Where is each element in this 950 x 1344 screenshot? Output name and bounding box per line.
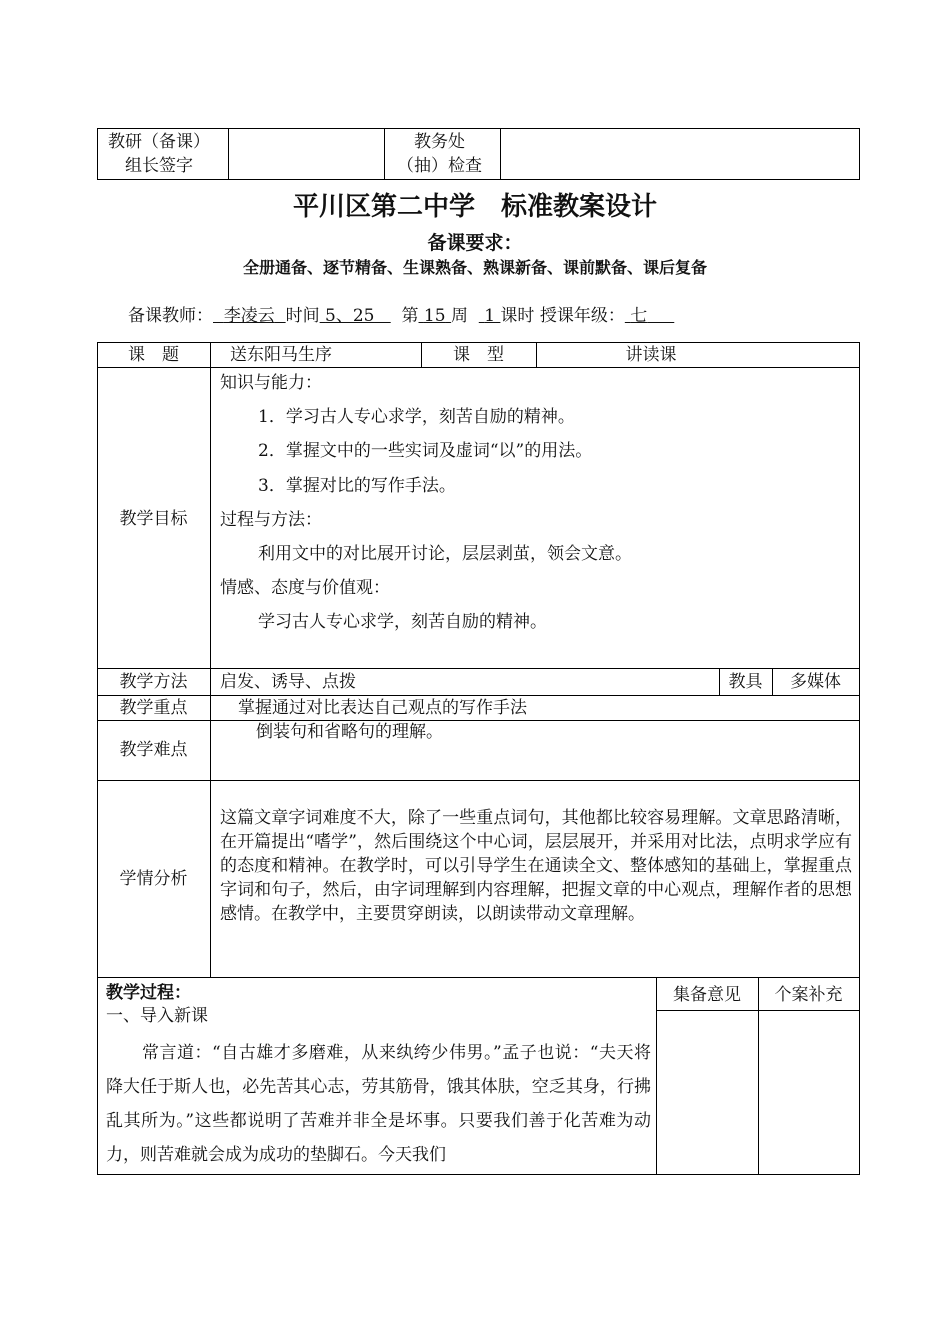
focus-value: 掌握通过对比表达自己观点的写作手法 [238, 698, 527, 718]
time-value: 5、25 [325, 306, 375, 326]
tool-value: 多媒体 [790, 672, 841, 692]
teacher-label: 备课教师： [128, 306, 213, 326]
teacher-info-line [128, 305, 674, 327]
review-leader-label: 教研（备课） [108, 132, 210, 152]
period-label: 课时 [500, 306, 535, 326]
period-value: 1 [484, 306, 496, 326]
week-suffix: 周 [450, 306, 468, 326]
requirement-text: 全册通备、逐节精备、生课熟备、熟课新备、课前默备、课后复备 [242, 258, 707, 277]
tool-label: 教具 [728, 672, 763, 692]
individual-supplement-header: 个案补充 [774, 985, 843, 1005]
grade-label: 授课年级： [539, 306, 625, 326]
teacher-name: 李凌云 [223, 306, 275, 326]
difficulty-value: 倒装句和省略句的理解。 [256, 722, 443, 742]
goals-emotion-text: 学习古人专心求学，刻苦自励的精神。 [258, 612, 547, 632]
analysis-text: 这篇文章字词难度不大，除了一些重点词句，其他都比较容易理解。文章思路清晰，在开篇提出“嗜学”，然后围绕这个中心词，层层展开，并采用对比法，点明求学应有的态度和精神。在教学时，可以引导学生在通读全文、整体感知的基础上，掌握重点字词和句子，然后，由字词理解到内容理解，把握文章的中心观点，理解作者的思想感情。在教学中，主要贯穿朗读，以朗读带动文章理解。 [220, 808, 852, 924]
lesson-type-value: 讲读课 [625, 345, 677, 365]
focus-label: 教学重点 [119, 698, 188, 718]
requirement-title: 备课要求： [427, 232, 523, 254]
goals-heading-emotion: 情感、态度与价值观： [220, 578, 390, 598]
difficulty-label: 教学难点 [119, 740, 188, 760]
time-label: 时间 [285, 306, 320, 326]
goals-label: 教学目标 [119, 509, 188, 529]
grade-value: 七 [630, 306, 648, 326]
section-intro-heading: 一、导入新课 [106, 1006, 208, 1026]
topic-value: 送东阳马生序 [230, 345, 332, 365]
page-title: 平川区第二中学 标准教案设计 [292, 192, 657, 222]
analysis-label: 学情分析 [119, 869, 188, 889]
goal-item: 2．掌握文中的一些实词及虚词“以”的用法。 [258, 441, 593, 461]
intro-text: 常言道：“自古雄才多磨难，从来纨绔少伟男。”孟子也说：“夫天将降大任于斯人也，必先苦其心志，劳其筋骨，饿其体肤，空乏其身，行拂乱其所为。”这些都说明了苦难并非全是坏事。只要我们善于化苦难为动力，则苦难就会成为成功的垫脚石。今天我们 [106, 1043, 651, 1165]
review-leader-label: 组长签字 [125, 156, 193, 176]
method-label: 教学方法 [119, 672, 188, 692]
lesson-type-label: 课 型 [453, 345, 504, 365]
goals-process-text: 利用文中的对比展开讨论，层层剥茧，领会文意。 [258, 544, 632, 564]
academic-office-label: （抽）检查 [397, 156, 482, 176]
collective-opinion-header: 集备意见 [673, 985, 741, 1005]
week-prefix: 第 [401, 306, 419, 326]
goals-heading-knowledge: 知识与能力： [220, 373, 322, 393]
process-label: 教学过程： [106, 983, 191, 1003]
topic-label: 课 题 [128, 345, 179, 365]
goal-item: 3．掌握对比的写作手法。 [258, 476, 456, 496]
academic-office-label: 教务处 [414, 132, 465, 152]
method-value: 启发、诱导、点拨 [220, 672, 356, 692]
goal-item: 1．学习古人专心求学，刻苦自励的精神。 [258, 407, 575, 427]
week-value: 15 [423, 306, 446, 326]
goals-heading-process: 过程与方法： [220, 510, 322, 530]
